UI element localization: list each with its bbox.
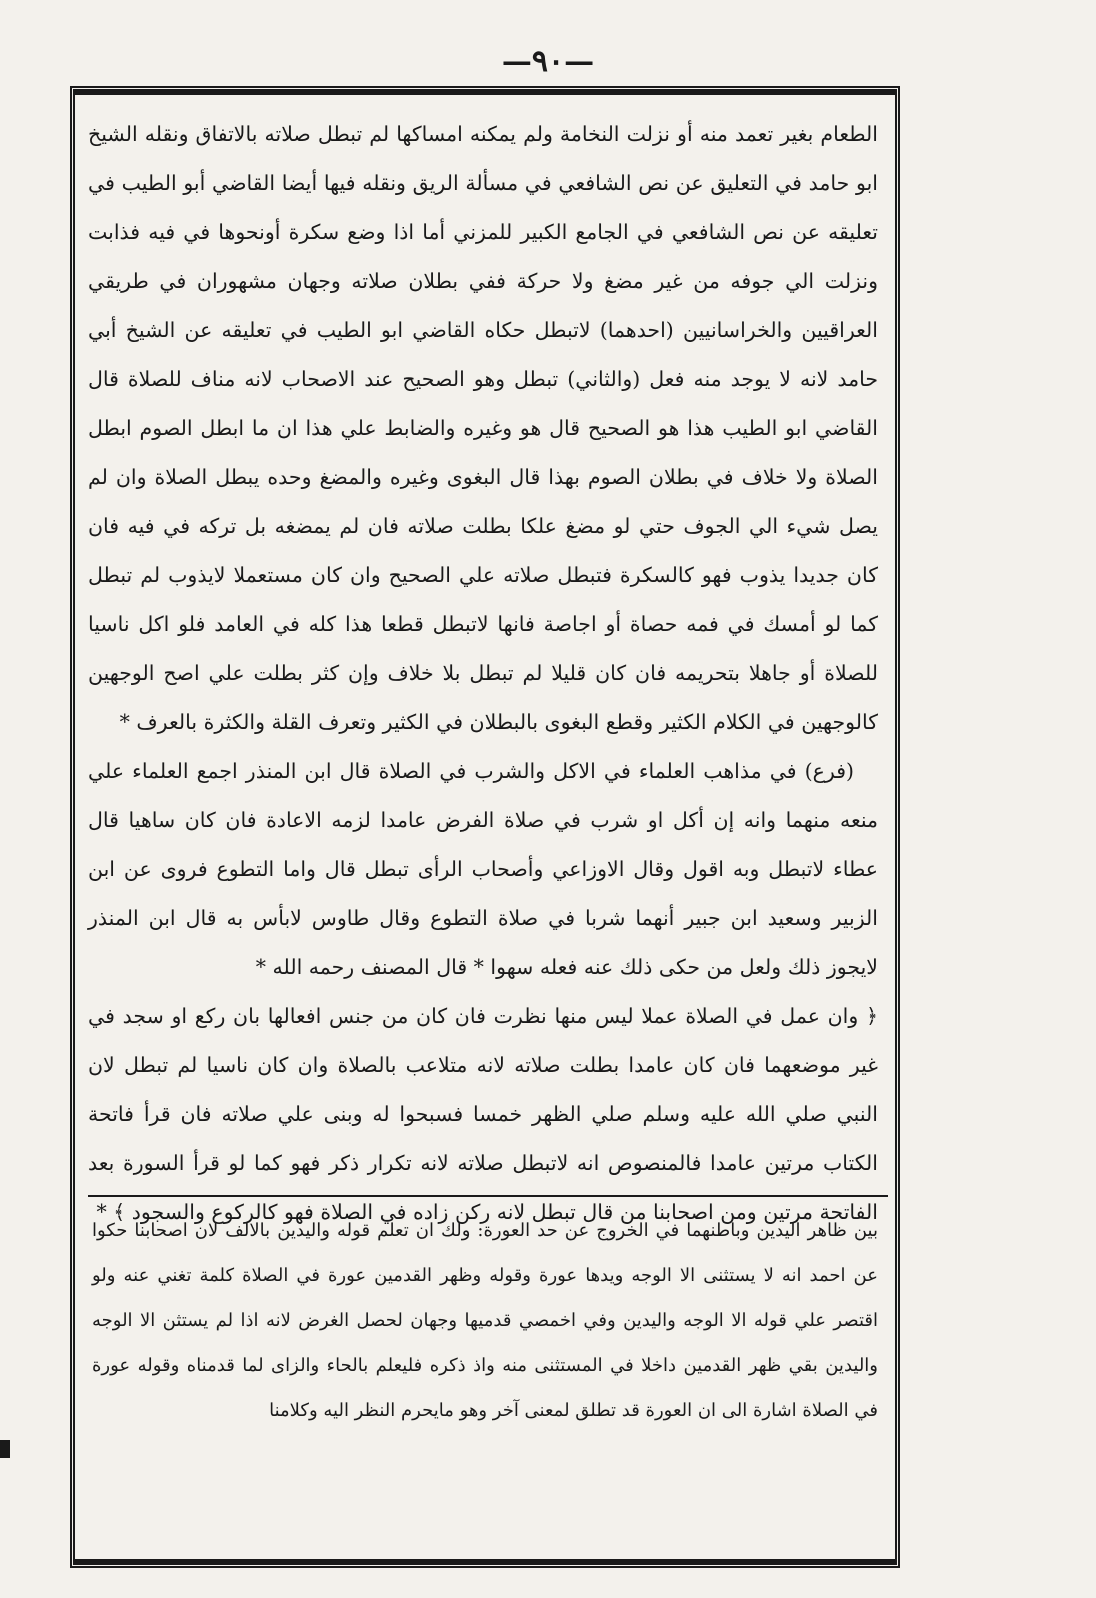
binding-mark — [0, 1440, 10, 1458]
main-text — [88, 110, 878, 1224]
footnote-paragraph: بين ظاهر اليدين وباطنهما في الخروج عن حد العورة: ولك ان تعلم قوله واليدين بالالف لان اصحابنا حكوا عن احمد انه لا يستثنى الا الوجه ويدها عورة وقوله وظهر القدمين عورة في الصلاة كلمة تغني عنه ولو اقتصر علي قوله الا الوجه واليدين وفي اخمصي قدميها وجهان لحصل الغرض لانه اذا لم يستثن الا الوجه واليدين بقي ظهر القدمين داخلا في المستثنى منه واذ ذكره فليعلم بالحاء والزاى لما قدمناه وقوله عورة في الصلاة اشارة الى ان العورة قد تطلق لمعنى آخر وهو مايحرم النظر اليه وكلامنا — [92, 1220, 878, 1421]
page-number: —٩٠— — [501, 44, 595, 79]
paragraph: الطعام بغير تعمد منه أو نزلت النخامة ولم يمكنه امساكها لم تبطل صلاته بالاتفاق ونقله الشيخ ابو حامد في التعليق عن نص الشافعي في مسألة الريق ونقله فيها أيضا القاضي أبو الطيب في تعليقه عن نص الشافعي في الجامع الكبير للمزني أما اذا وضع سكرة أونحوها في فيه فذابت ونزلت الي جوفه من غير مضغ ولا حركة ففي بطلان صلاته وجهان مشهوران في طريقي العراقيين والخراسانيين (احدهما) لاتبطل حكاه القاضي ابو الطيب في تعليقه عن الشيخ أبي حامد لانه لا يوجد منه فعل (والثاني) تبطل وهو الصحيح عند الاصحاب لانه مناف للصلاة قال القاضي ابو الطيب هذا هو الصحيح قال هو وغيره والضابط علي هذا ان ما ابطل الصوم ابطل الصلاة ولا خلاف في بطلان الصوم بهذا قال البغوى وغيره والمضغ وحده يبطل الصلاة وان لم يصل شيء الي الجوف حتي لو مضغ علكا بطلت صلاته فان لم يمضغه بل تركه في فيه فان كان جديدا يذوب فهو كالسكرة فتبطل صلاته علي الصحيح وان كان مستعملا لايذوب لم تبطل كما لو أمسك في فمه حصاة أو اجاصة فانها لاتبطل قطعا هذا كله في العامد فلو اكل ناسيا للصلاة أو جاهلا بتحريمه فان كان قليلا لم تبطل بلا خلاف وإن كثر بطلت علي اصح الوجهين كالوجهين في الكلام الكثير وقطع البغوى بالبطلان في الكثير وتعرف القلة والكثرة بالعرف * — [88, 122, 878, 734]
footnote-divider — [88, 1195, 888, 1197]
footnotes — [92, 1208, 878, 1558]
paragraph: ﴿ وان عمل في الصلاة عملا ليس منها نظرت فان كان من جنس افعالها بان ركع او سجد في غير موضعهما فان كان عامدا بطلت صلاته لانه متلاعب بالصلاة وان كان ناسيا لم تبطل لان النبي صلي الله عليه وسلم صلي الظهر خمسا فسبحوا له وبنى علي صلاته فان قرأ فاتحة الكتاب مرتين عامدا فالمنصوص انه لاتبطل صلاته لانه تكرار ذكر فهو كما لو قرأ السورة بعد الفاتحة مرتين ومن اصحابنا من قال تبطل لانه ركن زاده في الصلاة فهو كالركوع والسجود ﴾ * — [88, 1004, 878, 1224]
paragraph: (فرع) في مذاهب العلماء في الاكل والشرب في الصلاة قال ابن المنذر اجمع العلماء علي منعه منهما وانه إن أكل او شرب في صلاة الفرض عامدا لزمه الاعادة فان كان ساهيا قال عطاء لاتبطل وبه اقول وقال الاوزاعي وأصحاب الرأى تبطل قال واما التطوع فروى عن ابن الزبير وسعيد ابن جبير أنهما شربا في صلاة التطوع وقال طاوس لابأس به قال ابن المنذر لايجوز ذلك ولعل من حكى ذلك عنه فعله سهوا * قال المصنف رحمه الله * — [88, 759, 878, 979]
